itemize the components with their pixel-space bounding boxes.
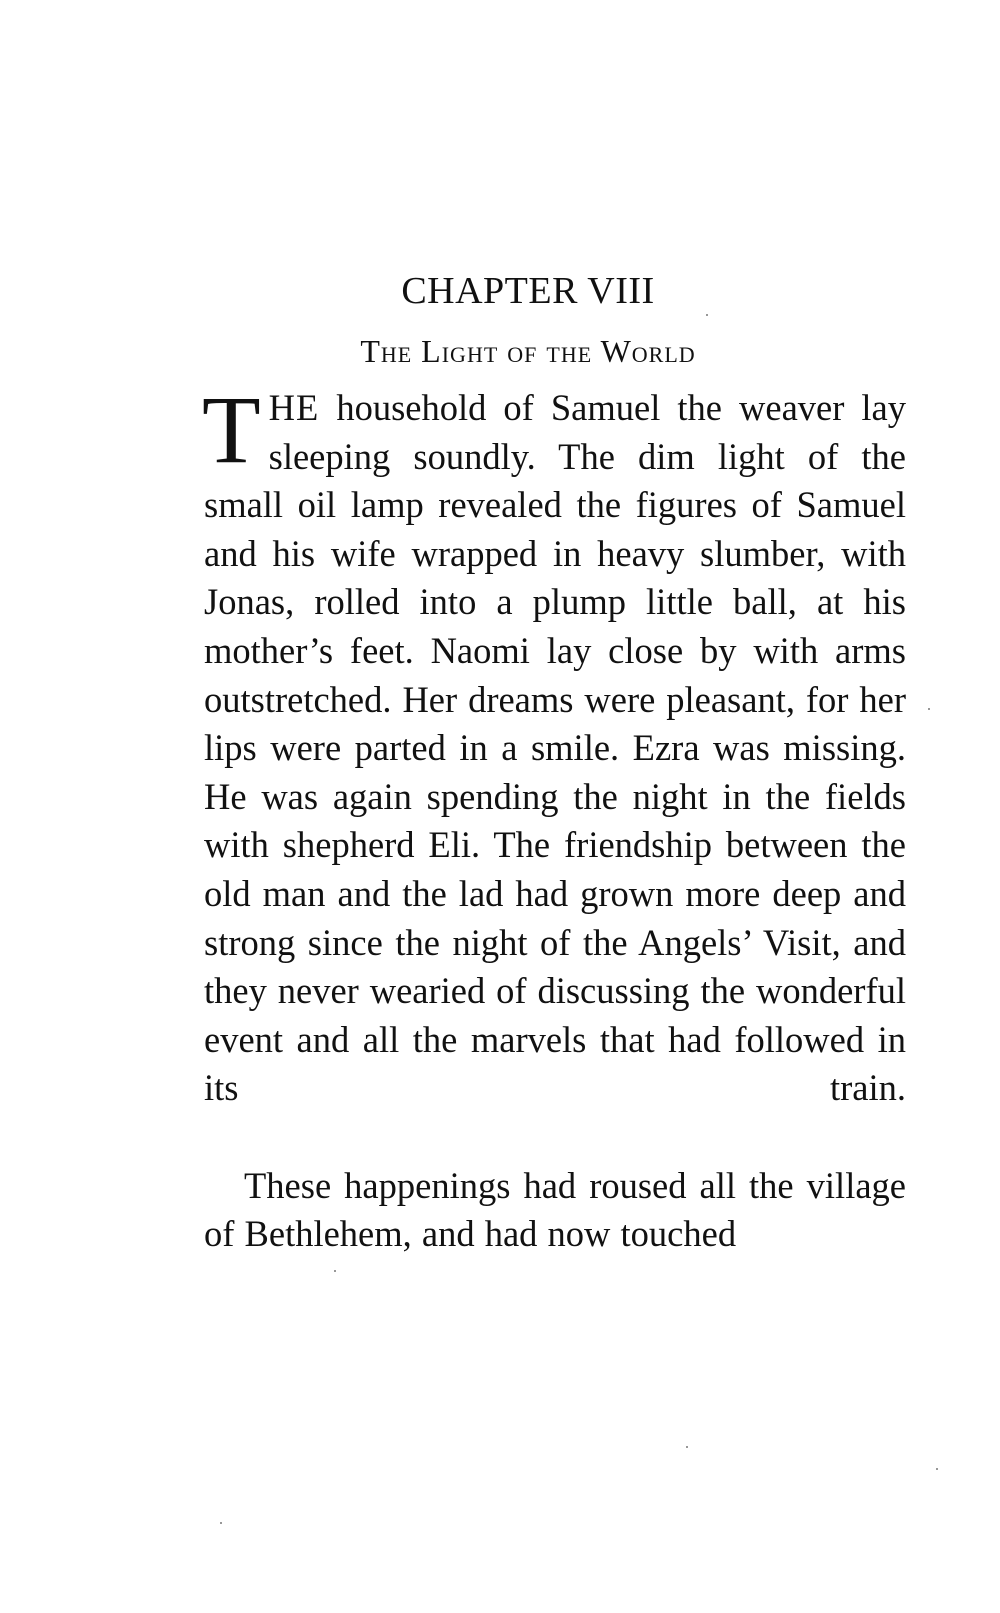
drop-cap: T [202,376,261,483]
paragraph-2-text: These happenings had roused all the village of Bethlehem, and had now touched [204,1164,906,1255]
chapter-number: CHAPTER VIII [401,270,655,312]
paragraph-1-text: household of Samuel the weaver lay sleeping soundly. The dim light of the small oil lamp revealed the figures of Samuel and his wife wrapped in heavy slumber, with Jonas, rolled into a plump little ball, at his mother’s feet. Naomi lay close by with arms outstretched. Her dreams were pleasant, for her lips were parted in a smile. Ezra was missing. He was again spending the night in the fields with shepherd Eli. The friendship between the old man and the lad had grown more deep and strong since the night of the Angels’ Visit, and they never wearied of discussing the wonderful event and all the marvels that had followed in its train. [204,387,906,1109]
scan-speck [334,1270,336,1272]
chapter-title: The Light of the World [360,333,696,369]
scan-speck [928,708,930,710]
scan-speck [706,314,708,316]
body-text [202,376,906,1259]
scan-speck [936,1468,938,1470]
scan-speck [686,1446,688,1448]
opening-caps: HE [268,387,320,428]
scan-speck [220,1522,222,1524]
paragraph-1 [202,376,906,1162]
paragraph-2 [204,1162,906,1259]
